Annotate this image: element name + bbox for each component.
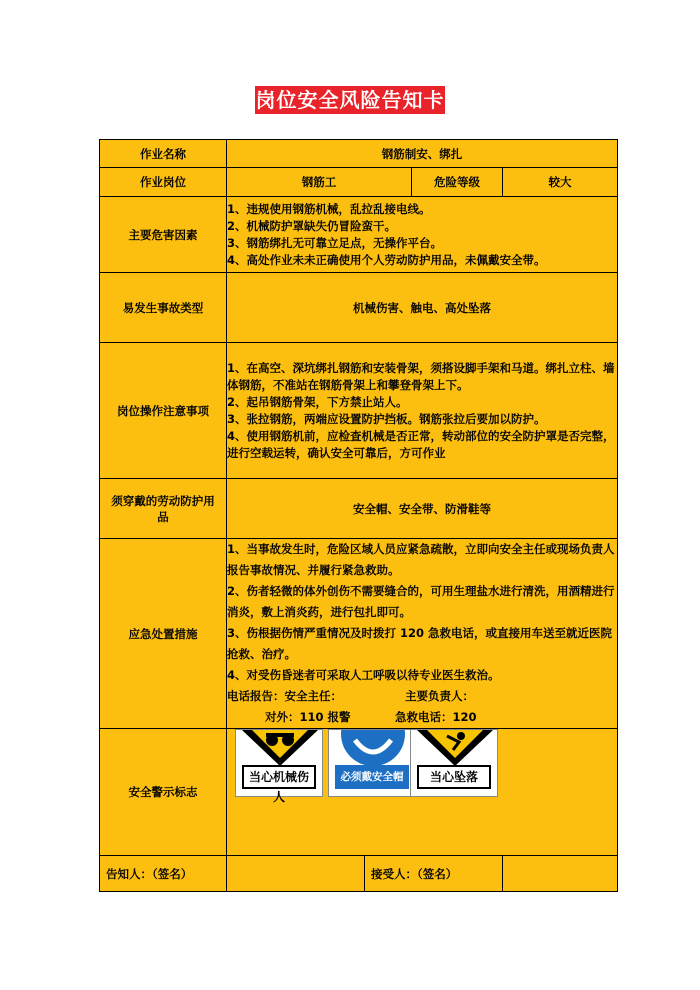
notifier-signature-field[interactable] (227, 856, 365, 892)
risk-card-table (99, 139, 618, 892)
ppe-label: 须穿戴的劳动防护用品 (100, 479, 227, 539)
emergency-list (227, 539, 618, 729)
receiver-signature-field[interactable] (503, 856, 618, 892)
hazard-item: 4、高处作业未未正确使用个人劳动防护用品，未佩戴安全带。 (227, 252, 546, 267)
emergency-item: 2、伤者轻微的体外创伤不需要缝合的，可用生理盐水进行清洗，用酒精进行消炎，敷上消炎药，进行包扎即可。 (227, 584, 615, 619)
work-post-label: 作业岗位 (100, 168, 227, 197)
danger-level-label: 危险等级 (412, 168, 503, 197)
operation-notes-label: 岗位操作注意事项 (100, 343, 227, 479)
warning-sign-falling (410, 729, 498, 797)
work-name-value: 钢筋制安、绑扎 (227, 140, 618, 168)
ambulance-number: 急救电话：120 (395, 710, 477, 724)
notifier-signature-label: 告知人：（签名） (100, 856, 227, 892)
page-title: 岗位安全风险告知卡 (255, 88, 445, 112)
receiver-signature-label: 接受人：（签名） (365, 856, 503, 892)
emergency-label: 应急处置措施 (100, 539, 227, 729)
ppe-value: 安全帽、安全带、防滑鞋等 (227, 479, 618, 539)
hazard-item: 2、机械防护罩缺失仍冒险蛮干。 (227, 218, 396, 233)
hazards-list (227, 197, 618, 273)
hazards-label: 主要危害因素 (100, 197, 227, 273)
emergency-numbers-line (227, 707, 617, 728)
operation-notes-list (227, 343, 618, 479)
operation-note-item: 4、使用钢筋机前，应检查机械是否正常，转动部位的安全防护罩是否完整，进行空载运转，确认安全可靠后，方可作业 (227, 428, 615, 460)
machinery-hazard-icon (236, 730, 322, 768)
external-alarm: 对外：110 报警 (265, 710, 351, 724)
hazard-item: 3、钢筋绑扎无可靠立足点，无操作平台。 (227, 235, 442, 250)
work-name-label: 作业名称 (100, 140, 227, 168)
sign-text: 必须戴安全帽 (335, 765, 409, 789)
accident-types-value: 机械伤害、触电、高处坠落 (227, 273, 618, 343)
operation-note-item: 1、在高空、深坑绑扎钢筋和安装骨架，须搭设脚手架和马道。绑扎立柱、墙体钢筋，不准站在钢筋骨架上和攀登骨架上下。 (227, 360, 615, 392)
warning-sign-helmet (328, 729, 416, 797)
emergency-item: 3、伤根据伤情严重情况及时拨打 120 急救电话，或直接用车送至就近医院抢救、治疗。 (227, 626, 613, 661)
operation-note-item: 3、张拉钢筋，两端应设置防护挡板。钢筋张拉后要加以防护。 (227, 411, 546, 426)
manager-label: 主要负责人： (405, 689, 474, 703)
sign-text: 当心坠落 (417, 765, 491, 789)
sign-text: 当心机械伤人 (242, 765, 316, 789)
falling-hazard-icon (411, 730, 497, 768)
danger-level-value: 较大 (503, 168, 618, 197)
warning-signs-label: 安全警示标志 (100, 729, 227, 856)
emergency-item: 1、当事故发生时，危险区域人员应紧急疏散，立即向安全主任或现场负责人报告事故情况、并履行紧急救助。 (227, 542, 615, 577)
warning-sign-machinery (235, 729, 323, 804)
phone-report-line (227, 686, 617, 707)
helmet-icon (329, 730, 415, 768)
work-post-value: 钢筋工 (227, 168, 412, 197)
accident-types-label: 易发生事故类型 (100, 273, 227, 343)
operation-note-item: 2、起吊钢筋骨架，下方禁止站人。 (227, 394, 408, 409)
hazard-item: 1、违规使用钢筋机械，乱拉乱接电线。 (227, 201, 431, 216)
warning-signs-cell (227, 729, 618, 856)
phone-report-label: 电话报告：安全主任： (227, 689, 342, 703)
emergency-item: 4、对受伤昏迷者可采取人工呼吸以待专业医生救治。 (227, 668, 500, 682)
